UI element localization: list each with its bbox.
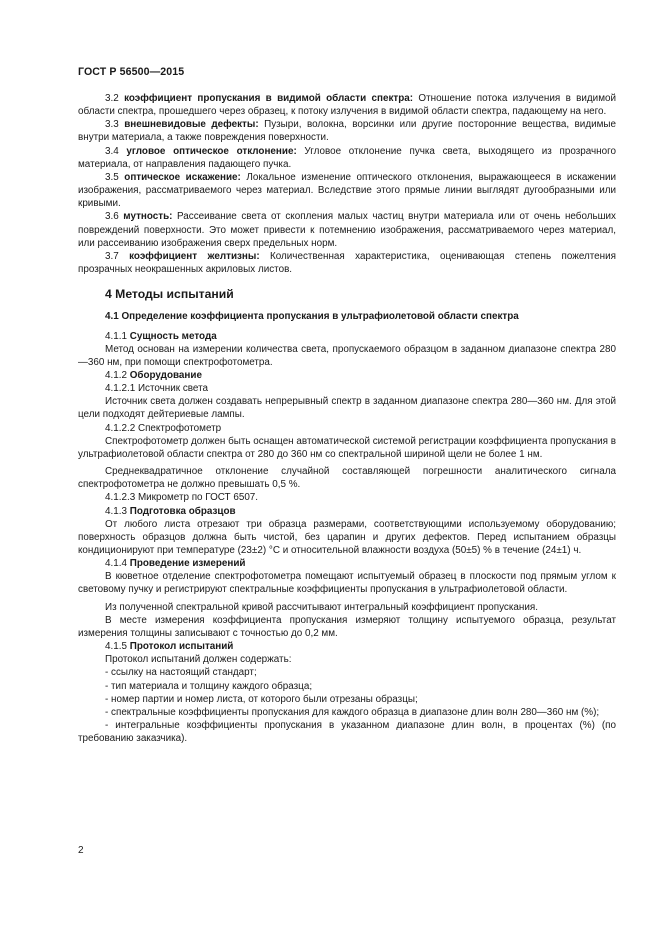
term-3-2: 3.2 коэффициент пропускания в видимой области спектра: Отношение потока излучения в видимой области спектра, прошедшего через образец, к потоку излучения в видимой области спектра, падающему на него.	[78, 93, 616, 118]
list-item: - интегральные коэффициенты пропускания в указанном диапазоне длин волн, в процентах (%) (по требованию заказчика).	[78, 720, 616, 745]
paragraph: Спектрофотометр должен быть оснащен автоматической системой регистрации коэффициента пропускания в ультрафиолетовой области спектра от 280 до 360 нм со спектральной шириной щели не более 1 нм.	[78, 435, 616, 460]
term-name: коэффициент желтизны:	[129, 250, 260, 262]
paragraph: В месте измерения коэффициента пропускания измеряют толщину испытуемого образца, результат измерения толщины записывают с точностью до 0,2 мм.	[78, 614, 616, 639]
term-3-7: 3.7 коэффициент желтизны: Количественная характеристика, оценивающая степень пожелтения прозрачных неокрашенных акриловых листов.	[78, 250, 616, 276]
paragraph: Среднеквадратичное отклонение случайной составляющей погрешности аналитического сигнала спектрофотометра не должно превышать 0,5 %.	[78, 466, 616, 491]
subsection-4-1-2-2-title: 4.1.2.2 Спектрофотометр	[105, 422, 222, 434]
paragraph: Протокол испытаний должен содержать:	[105, 654, 292, 666]
paragraph: Источник света должен создавать непрерывный спектр в заданном диапазоне спектра 280—360 нм. Для этой цели подходят дейтериевые лампы.	[78, 396, 616, 421]
list-item: - номер партии и номер листа, от которого были отрезаны образцы;	[105, 693, 418, 705]
term-3-6: 3.6 мутность: Рассеивание света от скопления малых частиц внутри материала или от очень небольших повреждений поверхности. Это может привести к потемнению изображения, рассматриваемого через материал, или рассеиванию изображения сверх предельных норм.	[78, 211, 616, 249]
term-name: оптическое искажение:	[124, 171, 241, 183]
subsection-4-1-2-3-title: 4.1.2.3 Микрометр по ГОСТ 6507.	[105, 492, 259, 504]
document-body	[78, 92, 616, 745]
term-3-5: 3.5 оптическое искажение: Локальное изменение оптического отклонения, выражающееся в искажении изображения, рассматриваемого через материал. Вследствие этого прямые линии выглядят дугообразными или кривыми.	[78, 171, 616, 210]
list-item: - ссылку на настоящий стандарт;	[105, 667, 257, 679]
paragraph: От любого листа отрезают три образца размерами, соответствующими используемому оборудованию; поверхность образцов должна быть чистой, без царапин и других дефектов. Перед испытанием образцы кондиционируют при температуре (23±2) °С и относительной влажности воздуха (50±5) % в течение (24±1) ч.	[78, 518, 616, 556]
subsection-4-1-1-title: 4.1.1 Сущность метода	[105, 330, 217, 342]
term-name: внешневидовые дефекты:	[124, 119, 259, 131]
paragraph: Из полученной спектральной кривой рассчитывают интегральный коэффициент пропускания.	[105, 601, 538, 613]
term-3-4: 3.4 угловое оптическое отклонение: Угловое отклонение пучка света, выходящего из прозрачного материала, от направления падающего пучка.	[78, 145, 616, 170]
term-name: угловое оптическое отклонение:	[126, 145, 297, 157]
document-header: ГОСТ Р 56500—2015	[78, 66, 185, 78]
subsection-4-1-2-title: 4.1.2 Оборудование	[105, 369, 202, 381]
paragraph: Метод основан на измерении количества света, пропускаемого образцом в заданном диапазоне спектра 280—360 нм, при помощи спектрофотометра.	[78, 343, 616, 368]
term-name: мутность:	[123, 211, 173, 223]
subsection-4-1-2-1-title: 4.1.2.1 Источник света	[105, 383, 208, 395]
subsection-4-1-3-title: 4.1.3 Подготовка образцов	[105, 505, 236, 517]
term-3-3: 3.3 внешневидовые дефекты: Пузыри, волокна, ворсинки или другие посторонние вещества, видимые внутри материала, а также повреждения поверхности.	[78, 119, 616, 144]
page-number: 2	[78, 845, 84, 856]
section-4-heading: 4 Методы испытаний	[105, 287, 234, 302]
paragraph: В кюветное отделение спектрофотометра помещают испытуемый образец в плоскости под прямым углом к световому пучку и регистрируют спектральные коэффициенты пропускания в ультрафиолетовой области.	[78, 571, 616, 596]
term-name: коэффициент пропускания в видимой области спектра:	[124, 93, 414, 104]
section-4-1-heading: 4.1 Определение коэффициента пропускания в ультрафиолетовой области спектра	[105, 311, 519, 323]
list-item: - спектральные коэффициенты пропускания для каждого образца в диапазоне длин волн 280—360 нм (%);	[105, 706, 600, 718]
list-item: - тип материала и толщину каждого образца;	[105, 680, 313, 692]
subsection-4-1-5-title: 4.1.5 Протокол испытаний	[105, 641, 234, 653]
subsection-4-1-4-title: 4.1.4 Проведение измерений	[105, 558, 246, 570]
